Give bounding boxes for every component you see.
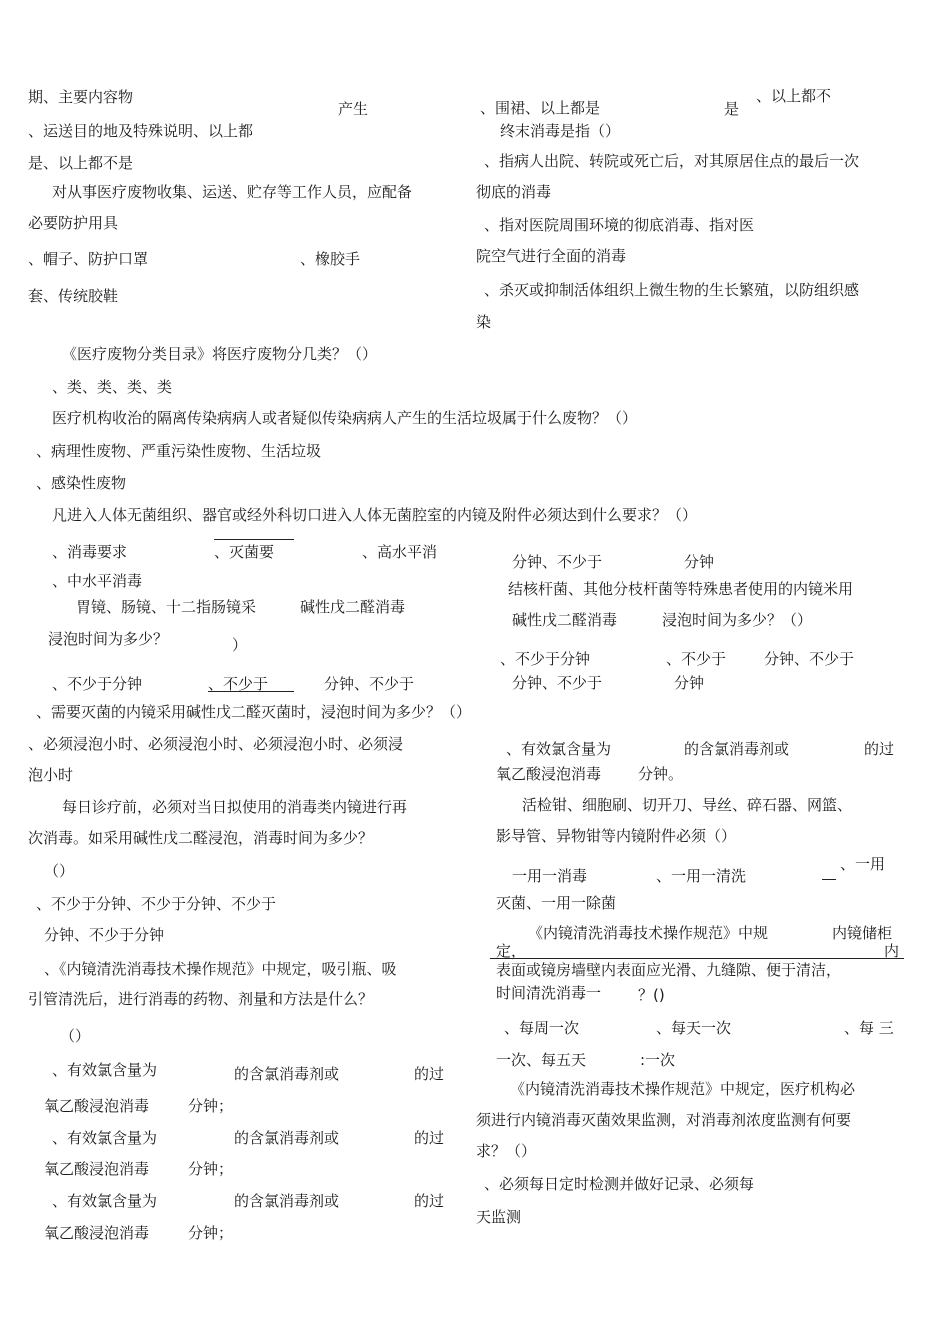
text-line: 凡进入人体无菌组织、器官或经外科切口进入人体无菌腔室的内镜及附件必须达到什么要求？（） bbox=[52, 506, 698, 524]
text-line: :一次 bbox=[640, 1051, 676, 1069]
text-line: 氧乙酸浸泡消毒 bbox=[496, 765, 602, 783]
text-line: 灭菌、一用一除菌 bbox=[496, 894, 617, 912]
text-line: 《内镜清洗消毒技术操作规范》中规 bbox=[528, 924, 769, 942]
text-line: 结核杆菌、其他分枝杆菌等特殊患者使用的内镜米用 bbox=[508, 580, 854, 598]
text-line: 、必须每日定时检测并做好记录、必须每 bbox=[484, 1175, 755, 1193]
text-line: 的含氯消毒剂或 bbox=[234, 1129, 340, 1147]
text-line: 的含氯消毒剂或 bbox=[684, 740, 790, 758]
text-line: 、灭菌要 bbox=[214, 543, 275, 561]
text-line: 产生 bbox=[338, 100, 369, 118]
text-line: 、病理性废物、严重污染性废物、生活垃圾 bbox=[36, 442, 322, 460]
text-line: 、以上都不 bbox=[756, 87, 832, 105]
text-line: 、必须浸泡小时、必须浸泡小时、必须浸泡小时、必须浸 bbox=[28, 735, 404, 753]
text-line: 、《内镜清洗消毒技术操作规范》中规定，吸引瓶、吸 bbox=[44, 960, 397, 978]
text-line: 天监测 bbox=[476, 1208, 522, 1226]
text-line: 胃镜、肠镜、十二指肠镜采 bbox=[76, 598, 257, 616]
text-line: 彻底的消毒 bbox=[476, 183, 552, 201]
text-line: 分钟； bbox=[188, 1224, 234, 1242]
text-line: 碱性戊二醛消毒 bbox=[300, 598, 406, 616]
text-line: 时间清洗消毒一 bbox=[496, 984, 602, 1002]
text-line: 、有效氯含量为 bbox=[52, 1129, 158, 1147]
text-line: 、有效氯含量为 bbox=[52, 1061, 158, 1079]
text-line: 、有效氯含量为 bbox=[506, 740, 612, 758]
text-line: 分钟 bbox=[674, 674, 705, 692]
text-line: 《内镜清洗消毒技术操作规范》中规定，医疗机构必 bbox=[510, 1080, 856, 1098]
text-line: 分钟、不少于分钟 bbox=[44, 926, 165, 944]
text-line: 、每周一次 bbox=[504, 1019, 580, 1037]
text-line: 、不少于分钟、不少于分钟、不少于 bbox=[36, 895, 277, 913]
text-line: ？() bbox=[638, 986, 665, 1004]
text-line: 分钟、不少于 bbox=[324, 675, 415, 693]
text-line: 影导管、异物钳等内镜附件必须（） bbox=[496, 827, 737, 845]
text-line: 分钟； bbox=[188, 1097, 234, 1115]
text-line: 期、主要内容物 bbox=[28, 88, 134, 106]
text-line: 、中水平消毒 bbox=[52, 572, 143, 590]
text-line: 终末消毒是指（） bbox=[500, 122, 621, 140]
text-line: 分钟、不少于 bbox=[512, 553, 603, 571]
text-line: 、指病人出院、转院或死亡后，对其原居住点的最后一次 bbox=[484, 152, 860, 170]
text-line: 分钟、不少于 bbox=[512, 674, 603, 692]
text-line: 定， bbox=[496, 942, 527, 960]
text-line: 一用一消毒 bbox=[512, 867, 588, 885]
text-line: 是 bbox=[724, 100, 740, 118]
text-line: 、不少于 bbox=[666, 650, 727, 668]
text-line: 、一用一清洗 bbox=[656, 867, 747, 885]
text-line: 《医疗废物分类目录》将医疗废物分几类？（） bbox=[62, 345, 378, 363]
text-line: 浸泡时间为多少？（） bbox=[662, 611, 813, 629]
text-line: 对从事医疗废物收集、运送、贮存等工作人员，应配备 bbox=[52, 183, 413, 201]
text-line: 医疗机构收治的隔离传染病病人或者疑似传染病病人产生的生活垃圾属于什么废物？（） bbox=[52, 409, 638, 427]
text-line: 、不少于 bbox=[208, 675, 269, 693]
text-line: 、类、类、类、类 bbox=[52, 378, 173, 396]
text-line: 、杀灭或抑制活体组织上微生物的生长繁殖，以防组织感 bbox=[484, 281, 860, 299]
text-line: 必要防护用具 bbox=[28, 214, 119, 232]
text-line: 、有效氯含量为 bbox=[52, 1192, 158, 1210]
text-line: 染 bbox=[476, 313, 492, 331]
blank-underline bbox=[208, 691, 294, 692]
text-line: 每日诊疗前，必须对当日拟使用的消毒类内镜进行再 bbox=[62, 798, 408, 816]
text-line: 分钟； bbox=[188, 1160, 234, 1178]
text-line: 引管清洗后，进行消毒的药物、剂量和方法是什么？ bbox=[28, 990, 374, 1008]
text-line: 氧乙酸浸泡消毒 bbox=[44, 1097, 150, 1115]
text-line: 氧乙酸浸泡消毒 bbox=[44, 1224, 150, 1242]
text-line: （） bbox=[60, 1027, 91, 1045]
text-line: ） bbox=[232, 636, 248, 654]
text-line: 、感染性废物 bbox=[36, 474, 127, 492]
text-line: （） bbox=[44, 862, 75, 880]
text-line: 、消毒要求 bbox=[52, 543, 128, 561]
text-line: 分钟 bbox=[684, 553, 715, 571]
text-line: 活检钳、细胞刷、切开刀、导丝、碎石器、网篮、 bbox=[522, 796, 853, 814]
text-line: 、高水平消 bbox=[362, 543, 438, 561]
text-line: 的含氯消毒剂或 bbox=[234, 1192, 340, 1210]
text-line: 碱性戊二醛消毒 bbox=[512, 611, 618, 629]
text-line: 套、传统胶鞋 bbox=[28, 287, 119, 305]
text-line: 浸泡时间为多少？ bbox=[48, 630, 169, 648]
text-line: 、一用 bbox=[840, 855, 886, 873]
text-line: 、需要灭菌的内镜采用碱性戊二醛灭菌时，浸泡时间为多少？（） bbox=[36, 703, 472, 721]
text-line: 、不少于分钟 bbox=[500, 650, 591, 668]
text-line: 的过 bbox=[414, 1129, 445, 1147]
text-line: 表面或镜房墙壁内表面应光滑、九缝隙、便于清洁， bbox=[496, 961, 842, 979]
text-line: 的含氯消毒剂或 bbox=[234, 1065, 340, 1083]
text-line: 内 bbox=[884, 942, 900, 960]
text-line: 次消毒。如采用碱性戊二醛浸泡，消毒时间为多少？ bbox=[28, 829, 374, 847]
text-line: 是、以上都不是 bbox=[28, 154, 134, 172]
text-line: 分钟。 bbox=[638, 765, 684, 783]
text-line: 须进行内镜消毒灭菌效果监测，对消毒剂浓度监测有何要 bbox=[476, 1111, 852, 1129]
text-line: 院空气进行全面的消毒 bbox=[476, 247, 627, 265]
text-line: 的过 bbox=[414, 1192, 445, 1210]
blank-underline bbox=[822, 879, 836, 880]
text-line: 、每天一次 bbox=[656, 1019, 732, 1037]
text-line: 求？（） bbox=[476, 1142, 537, 1160]
text-line: 分钟、不少于 bbox=[764, 650, 855, 668]
text-line: 氧乙酸浸泡消毒 bbox=[44, 1160, 150, 1178]
text-line: 、橡胶手 bbox=[300, 250, 361, 268]
text-line: 的过 bbox=[864, 740, 895, 758]
text-line: 一次、每五天 bbox=[496, 1051, 587, 1069]
text-line: 、指对医院周围环境的彻底消毒、指对医 bbox=[484, 216, 755, 234]
text-line: 的过 bbox=[414, 1065, 445, 1083]
text-line: 泡小时 bbox=[28, 766, 74, 784]
text-line: 、帽子、防护口罩 bbox=[28, 250, 149, 268]
text-line: 、每 三 bbox=[844, 1019, 894, 1037]
text-line: 、运送目的地及特殊说明、以上都 bbox=[28, 122, 254, 140]
divider-line bbox=[490, 958, 904, 959]
text-line: 、不少于分钟 bbox=[52, 675, 143, 693]
blank-underline bbox=[214, 539, 294, 540]
text-line: 、围裙、以上都是 bbox=[480, 99, 601, 117]
text-line: 内镜储柜 bbox=[832, 924, 893, 942]
